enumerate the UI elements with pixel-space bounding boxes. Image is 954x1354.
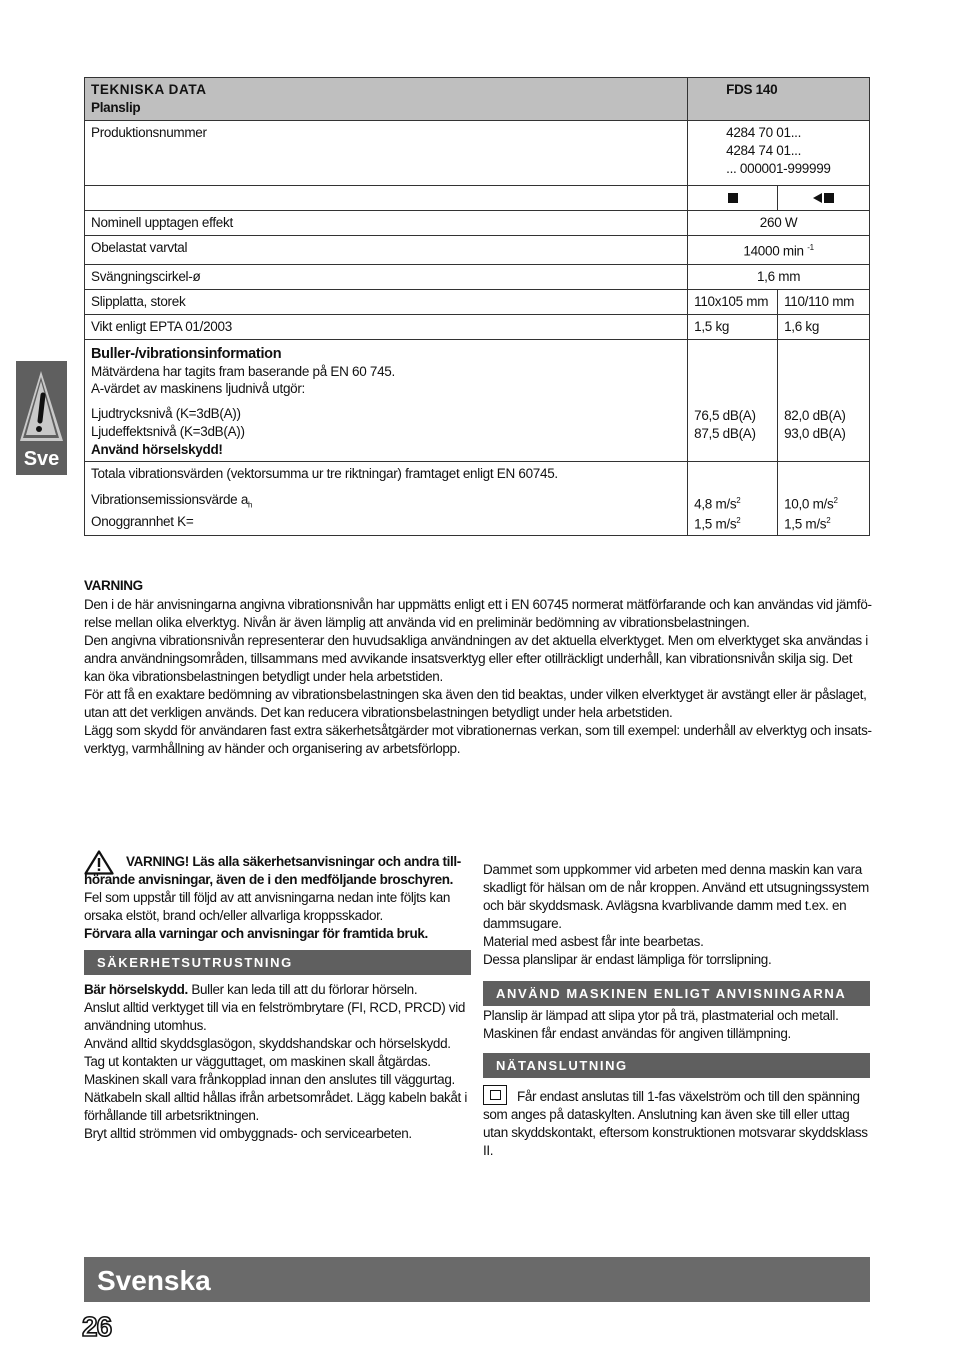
speed-label: Obelastat varvtal (85, 236, 688, 265)
table-row (85, 236, 870, 265)
warning-triangle-icon (19, 369, 64, 443)
power-value: 260 W (688, 211, 870, 236)
noise-info (85, 339, 688, 461)
noise-values-a (688, 339, 778, 461)
empty-cell (85, 186, 688, 211)
language-title: Svenska (97, 1265, 211, 1296)
production-value: 4284 74 01... (726, 143, 802, 158)
speed-value-cell (688, 236, 870, 265)
table-title-main: TEKNISKA DATA (91, 82, 207, 97)
unit-exponent: 2 (736, 495, 741, 505)
safety-warning-bold: VARNING! Läs alla säkerhetsanvisningar och andra till-hörande anvisningar, även de i den medföljande broschyren. (84, 854, 461, 887)
weight-label: Vikt enligt EPTA 01/2003 (85, 314, 688, 339)
vibration-warning-section (84, 577, 874, 758)
table-row (85, 211, 870, 236)
language-side-badge (16, 361, 67, 475)
mains-paragraph (483, 1085, 870, 1160)
section-heading-safety: SÄKERHETSUTRUSTNING (84, 950, 471, 975)
sound-power-label: Ljudeffektsnivå (K=3dB(A)) (91, 423, 245, 439)
uncertainty-value: 1,5 m/s (784, 516, 827, 532)
square-pad-icon (824, 193, 834, 203)
safety-warning-heading (84, 853, 471, 889)
hearing-item (84, 981, 471, 999)
hearing-text: Buller kan leda till att du förlorar hörseln. (187, 982, 418, 997)
vibration-values-b (778, 461, 870, 535)
table-row (85, 314, 870, 339)
warning-triangle-icon (84, 850, 114, 875)
emission-value-line (784, 492, 863, 514)
emission-subscript: h (248, 500, 253, 510)
warning-paragraph: Den angivna vibrationsnivån representerar den huvudsakliga användningen av det aktuella elverktyget. Men om elverktyget ska användas i andra användningsområden, tillsammans med avvikande insatsverktyg eller efter otillräckligt underhåll, kan vibrationsnivån skilja sig. Det kan öka vibrationsbelastningen betydligt under hela arbetstiden. (84, 633, 868, 684)
speed-unit-exponent: -1 (807, 243, 814, 252)
noise-line: A-värdet av maskinens ljudnivå utgör: (91, 380, 306, 396)
table-row (85, 289, 870, 314)
use-paragraph: Planslip är lämpad att slipa ytor på trä, plastmaterial och metall. (483, 1008, 839, 1023)
table-title (85, 78, 688, 121)
keep-instructions: Förvara alla varningar och anvisningar för framtida bruk. (84, 926, 428, 941)
uncertainty-value-line (784, 513, 863, 532)
emission-value-line (694, 492, 771, 514)
production-label: Produktionsnummer (85, 121, 688, 186)
triangle-pad-icon (813, 193, 822, 203)
sound-power-value: 87,5 dB(A) (694, 425, 756, 441)
warning-paragraph: Lägg som skydd för användaren fast extra säkerhetsåtgärder mot vibrationernas verkan, som till exempel: underhåll av elverktyg och insats-verktyg, varmhållning av händer och organisering av arbetsförlopp. (84, 723, 872, 756)
table-row (85, 121, 870, 186)
unit-exponent: 2 (736, 516, 741, 525)
warning-title: VARNING (84, 578, 143, 593)
safety-item: Använd alltid skyddsglasögon, skyddshandskar och hörselskydd. (84, 1036, 451, 1051)
noise-values-b (778, 339, 870, 461)
dust-paragraph: Dammet som uppkommer vid arbeten med denna maskin kan vara skadligt för hälsan om de når kroppen. Använd ett utsugningssystem och bär skyddsmask. Avlägsna kvarblivande damm med t.ex. en dammsugare. (483, 862, 869, 931)
vibration-info (85, 461, 688, 535)
emission-value: 10,0 m/s (784, 496, 834, 511)
pressure-label: Ljudtrycksnivå (K=3dB(A)) (91, 405, 241, 421)
section-heading-use: ANVÄND MASKINEN ENLIGT ANVISNINGARNA (483, 981, 870, 1006)
protection-class-ii-icon (483, 1085, 507, 1105)
unit-exponent: 2 (826, 516, 831, 525)
right-column (483, 861, 870, 1160)
weight-value-b: 1,6 kg (778, 314, 870, 339)
pad-label: Slipplatta, storek (85, 289, 688, 314)
speed-value: 14000 min (743, 243, 804, 259)
page-number: 26 (82, 1311, 112, 1342)
power-label: Nominell upptagen effekt (85, 211, 688, 236)
square-icon-cell (688, 186, 778, 211)
model-name: FDS 140 (688, 78, 870, 121)
pressure-value: 76,5 dB(A) (694, 407, 756, 423)
sound-power-value: 93,0 dB(A) (784, 425, 846, 441)
safety-item: Tag ut kontakten ur vägguttaget, om maskinen skall åtgärdas. (84, 1054, 431, 1069)
asbestos-paragraph: Material med asbest får inte bearbetas. (483, 934, 704, 949)
unit-exponent: 2 (833, 495, 838, 505)
safety-item: Anslut alltid verktyget till via en felströmbrytare (FI, RCD, PRCD) vid användning utomhus. (84, 1000, 466, 1033)
production-values (688, 121, 870, 186)
orbit-value: 1,6 mm (688, 264, 870, 289)
warning-paragraph: För att få en exaktare bedömning av vibrationsbelastningen ska även den tid beaktas, under vilken elverktyget är avstängt eller är påslaget, utan att det verkligen används. Det kan reducera vibrationsbelastningen betydligt under hela arbetstiden. (84, 687, 867, 720)
hearing-protection-note: Använd hörselskydd! (91, 441, 223, 457)
hearing-bold: Bär hörselskydd. (84, 982, 188, 997)
uncertainty-label: Onoggrannhet K= (91, 514, 194, 530)
square-pad-icon (728, 193, 738, 203)
weight-value-a: 1,5 kg (688, 314, 778, 339)
side-badge-label: Sve (23, 448, 60, 470)
safety-item: Bryt alltid strömmen vid ombyggnads- och servicearbeten. (84, 1126, 412, 1141)
language-footer-bar (84, 1257, 870, 1302)
pad-value-b: 110/110 mm (778, 289, 870, 314)
noise-line: Mätvärdena har tagits fram baserande på EN 60 745. (91, 363, 395, 379)
emission-label: Vibrationsemissionsvärde a (91, 491, 249, 507)
mains-text: Får endast anslutas till 1-fas växelström och till den spänning som anges på dataskylten. Anslutning kan även ske till eller uttag utan skyddskontakt, eftersom konstruktionen motsvarar skyddsklass II. (483, 1089, 868, 1158)
pad-value-a: 110x105 mm (688, 289, 778, 314)
pressure-value: 82,0 dB(A) (784, 407, 846, 423)
vibration-values-a (688, 461, 778, 535)
triangle-square-icon-cell (778, 186, 870, 211)
table-title-sub: Planslip (91, 100, 141, 115)
warning-paragraph: Den i de här anvisningarna angivna vibrationsnivån har uppmätts enligt ett i EN 60745 normerat mätförfarande och kan användas vid jämfö-relse mellan olika elverktyg. Nivån är även lämplig att använda vid en preliminär bedömning av vibrationsbelastningen. (84, 597, 872, 630)
vibration-total: Totala vibrationsvärden (vektorsumma ur tre riktningar) framtaget enligt EN 60745. (91, 465, 558, 481)
noise-title: Buller-/vibrationsinformation (91, 345, 282, 362)
emission-value: 4,8 m/s (694, 496, 737, 511)
production-value: ... 000001-999999 (726, 161, 831, 176)
table-row (85, 461, 870, 535)
production-value: 4284 70 01... (726, 125, 802, 140)
safety-item: Nätkabeln skall alltid hållas ifrån arbetsområdet. Lägg kabeln bakåt i förhållande till arbetsriktningen. (84, 1090, 467, 1123)
uncertainty-value-line (694, 513, 771, 532)
dry-paragraph: Dessa planslipar är endast lämpliga för torrslipning. (483, 952, 772, 967)
safety-warning-text: Fel som uppstår till följd av att anvisningarna nedan inte följts kan orsaka elstöt, brand och/eller allvarliga kroppsskador. (84, 890, 451, 923)
orbit-label: Svängningscirkel-ø (85, 264, 688, 289)
uncertainty-value: 1,5 m/s (694, 516, 737, 532)
safety-item: Maskinen skall vara frånkopplad innan den anslutes till väggurtag. (84, 1072, 455, 1087)
table-row (85, 186, 870, 211)
table-row (85, 264, 870, 289)
emission-label-line (91, 491, 681, 515)
table-header-row (85, 78, 870, 121)
technical-data-table (84, 77, 870, 536)
table-row (85, 339, 870, 461)
use-paragraph: Maskinen får endast användas för angiven tillämpning. (483, 1026, 791, 1041)
left-column (84, 853, 471, 1143)
section-heading-mains: NÄTANSLUTNING (483, 1053, 870, 1078)
